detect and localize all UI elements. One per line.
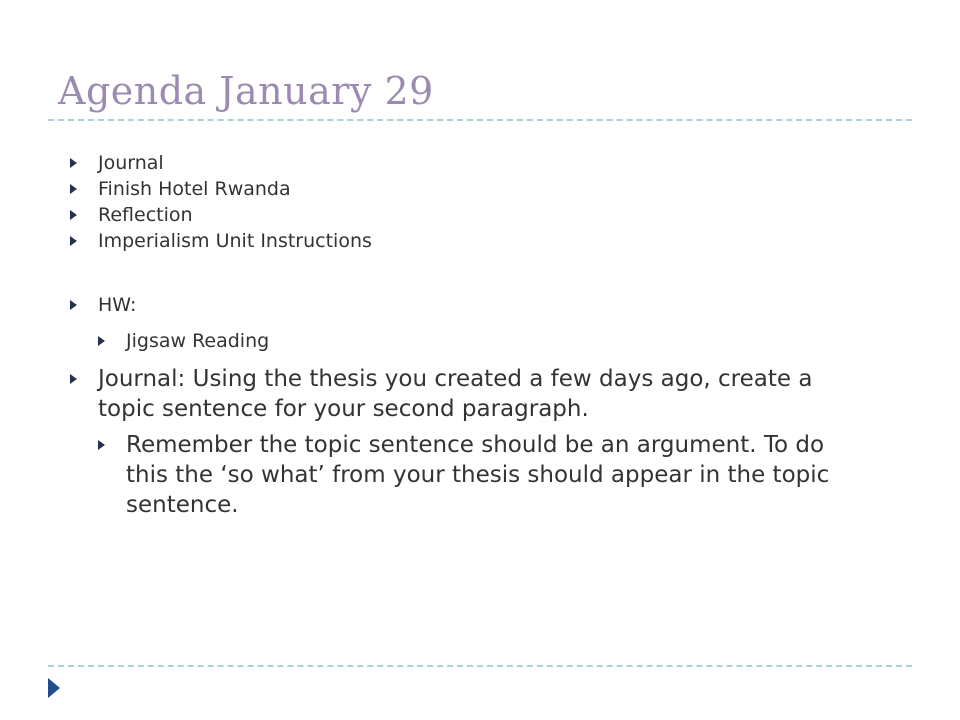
triangle-bullet-icon <box>70 184 77 194</box>
triangle-bullet-icon <box>70 210 77 220</box>
journal-subpoint-line-2: this the ‘so what’ from your thesis should appear in the topic <box>126 462 830 488</box>
journal-prompt-line-2: topic sentence for your second paragraph. <box>98 396 589 422</box>
triangle-bullet-icon <box>98 336 105 346</box>
triangle-bullet-icon <box>70 300 77 310</box>
triangle-bullet-icon <box>70 374 77 384</box>
hw-label: HW: <box>98 294 137 316</box>
journal-subpoint-line-1: Remember the topic sentence should be an argument. To do <box>126 432 825 458</box>
agenda-item-label: Reflection <box>98 204 193 226</box>
slide-title: Agenda January 29 <box>58 69 434 113</box>
journal-subpoint-line-3: sentence. <box>126 492 239 518</box>
agenda-item-label: Imperialism Unit Instructions <box>98 230 372 252</box>
triangle-bullet-icon <box>70 236 77 246</box>
triangle-bullet-icon <box>70 158 77 168</box>
agenda-item-label: Journal <box>98 152 164 174</box>
hw-item-label: Jigsaw Reading <box>126 330 270 352</box>
corner-triangle-icon <box>48 678 60 698</box>
journal-prompt-line-1: Journal: Using the thesis you created a few days ago, create a <box>98 366 813 392</box>
triangle-bullet-icon <box>98 440 105 450</box>
bottom-dashed-divider <box>48 665 912 667</box>
agenda-item-label: Finish Hotel Rwanda <box>98 178 291 200</box>
